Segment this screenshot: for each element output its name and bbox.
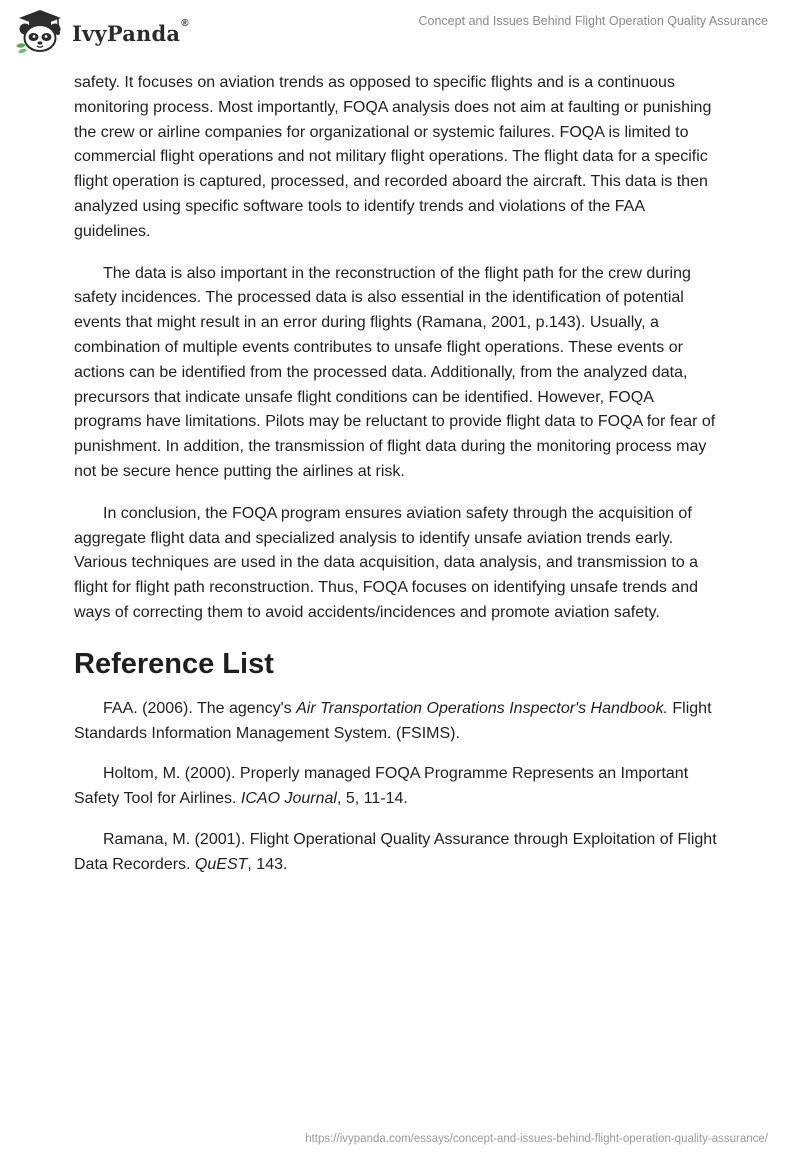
logo-wordmark: IvyPanda® bbox=[72, 17, 189, 46]
reference-title: ICAO Journal bbox=[240, 790, 337, 808]
reference-entry bbox=[74, 697, 724, 747]
reference-text: Flight Standards Information Management System. (FSIMS). bbox=[74, 699, 712, 742]
source-url-link[interactable]: https://ivypanda.com/essays/concept-and-issues-behind-flight-operation-quality-assurance/ bbox=[305, 1133, 768, 1145]
body-paragraph: In conclusion, the FOQA program ensures aviation safety through the acquisition of aggregate flight data and specialized analysis to identify unsafe aviation trends early. Various techniques are used in the data acquisition, data analysis, and transmission to a flight for flight path reconstruction. Thus, FOQA focuses on identifying unsafe trends and ways of correcting them to avoid accidents/incidences and promote aviation safety. bbox=[74, 504, 699, 621]
reference-text: Holtom, M. (2000). Properly managed FOQA Programme Represents an Important Safety Tool for Airlines. bbox=[74, 765, 689, 808]
body-paragraph: safety. It focuses on aviation trends as opposed to specific flights and is a continuous monitoring process. Most importantly, FOQA analysis does not aim at faulting or punishing the crew or airline companies for organizational or systemic failures. FOQA is limited to commercial flight operations and not military flight operations. The flight data for a specific flight operation is captured, processed, and recorded aboard the aircraft. This data is then analyzed using specific software tools to identify trends and violations of the FAA guidelines. bbox=[74, 74, 712, 240]
reference-title: QuEST bbox=[194, 855, 248, 873]
reference-text: Ramana, M. (2001). Flight Operational Quality Assurance through Exploitation of Flight Data Recorders. bbox=[74, 830, 717, 873]
reference-entry bbox=[74, 762, 724, 812]
registered-mark: ® bbox=[181, 17, 189, 29]
document-title: Concept and Issues Behind Flight Operation Quality Assurance bbox=[418, 14, 768, 28]
reference-text: , 5, 11-14. bbox=[336, 790, 408, 808]
reference-title: Air Transportation Operations Inspector's Handbook. bbox=[296, 699, 668, 717]
ivypanda-logo[interactable] bbox=[14, 8, 189, 54]
essay-content bbox=[74, 71, 724, 894]
reference-text: , 143. bbox=[247, 855, 288, 873]
page-header bbox=[0, 0, 800, 62]
panda-graduate-icon bbox=[14, 8, 66, 54]
reference-text: FAA. (2006). The agency's bbox=[103, 699, 297, 717]
body-paragraph: The data is also important in the reconstruction of the flight path for the crew during safety incidences. The processed data is also essential in the identification of potential events that might result in an error during flights (Ramana, 2001, p.143). Usually, a combination of multiple events contributes to unsafe flight operations. These events or actions can be identified from the processed data. Additionally, from the analyzed data, precursors that indicate unsafe flight conditions can be identified. However, FOQA programs have limitations. Pilots may be reluctant to provide flight data to FOQA for fear of punishment. In addition, the transmission of flight data during the monitoring process may not be secure hence putting the airlines at risk. bbox=[74, 264, 716, 480]
reference-list-heading: Reference List bbox=[74, 647, 274, 680]
reference-entry bbox=[74, 828, 724, 878]
